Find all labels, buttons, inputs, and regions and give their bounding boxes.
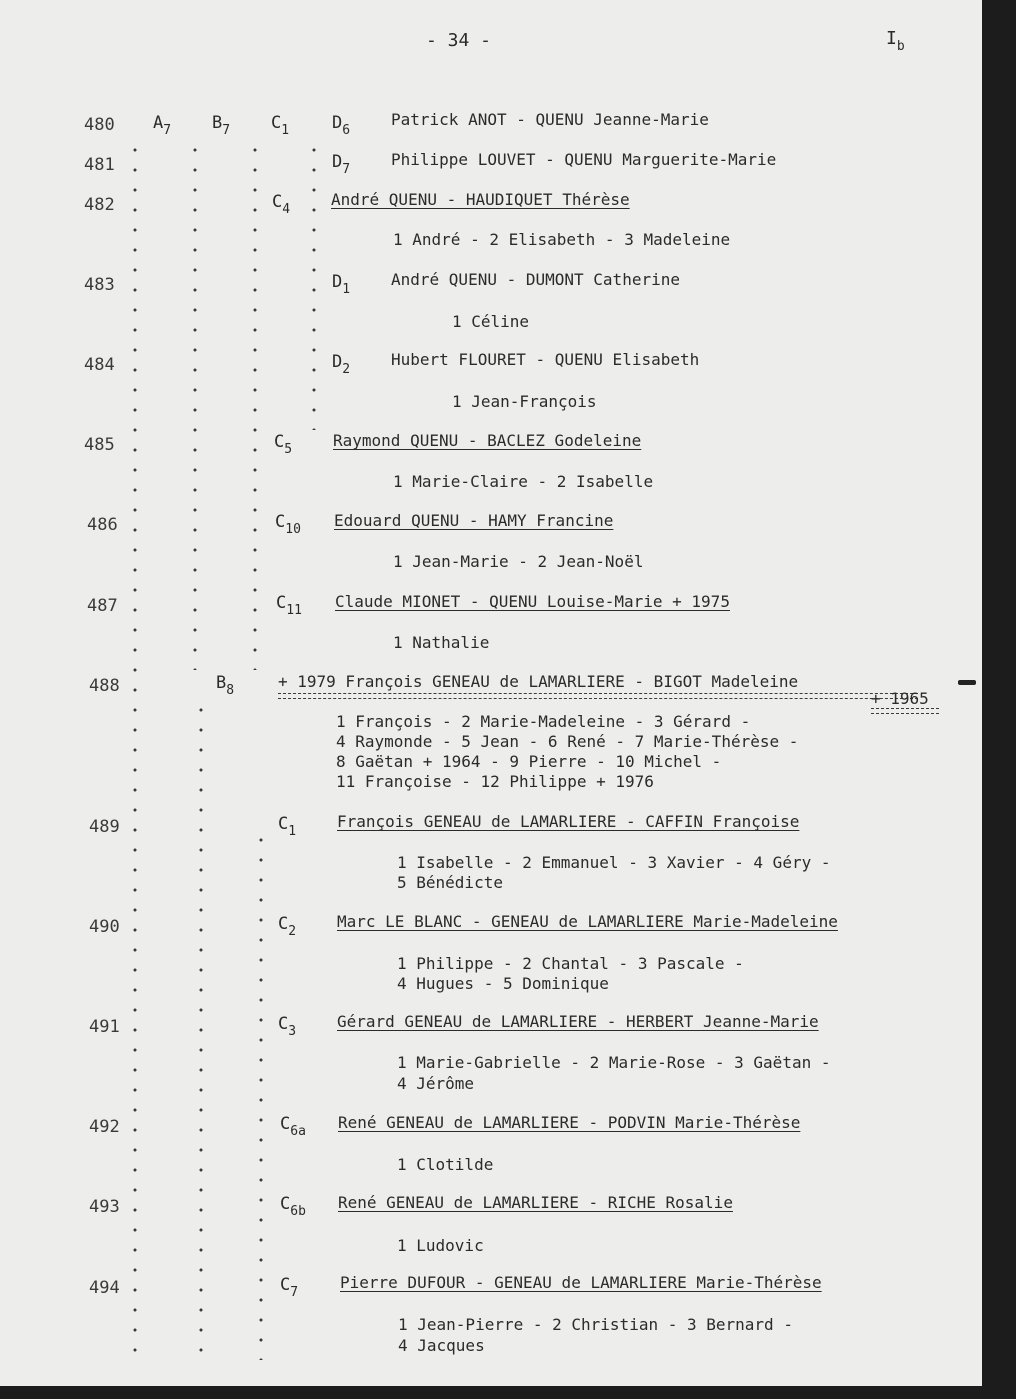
generation-code: $C_{11}$ [276,593,302,618]
couple-name: André QUENU - DUMONT Catherine [391,270,680,289]
children-line: 4 Hugues - 5 Dominique [397,974,609,993]
children-line: 1 Céline [452,312,530,331]
children-line: 1 Marie-Gabrielle - 2 Marie-Rose - 3 Gaëtan - [397,1053,831,1072]
entry-number: 491 [89,1017,120,1037]
entry-number: 481 [84,155,115,175]
children-line: 1 Philippe - 2 Chantal - 3 Pascale - [397,954,744,973]
generation-code: $D_1$ [332,272,351,297]
entry-number: 488 [89,676,120,696]
couple-name: Claude MIONET - QUENU Louise-Marie + 1975 [335,592,730,611]
children-line: 1 Marie-Claire - 2 Isabelle [393,472,654,491]
couple-name: Gérard GENEAU de LAMARLIERE - HERBERT Jeanne-Marie [337,1012,819,1031]
generation-code: $A_7$ [153,113,172,138]
generation-code: $C_2$ [278,914,297,939]
entry-number: 480 [84,115,115,135]
couple-name: Raymond QUENU - BACLEZ Godeleine [333,431,642,450]
children-line: 1 Jean-Marie - 2 Jean-Noël [393,552,644,571]
generation-code: $C_{6b}$ [280,1194,306,1219]
entry-number: 482 [84,195,115,215]
double-underline [278,693,918,699]
entry-number: 494 [89,1278,120,1298]
entry-number: 483 [84,275,115,295]
entry-number: 493 [89,1197,120,1217]
children-line: 4 Raymonde - 5 Jean - 6 René - 7 Marie-Thérèse - [336,732,799,751]
generation-code: $C_4$ [272,192,291,217]
generation-code: $C_3$ [278,1014,297,1039]
generation-code: $C_7$ [280,1275,299,1300]
section-label: $I_b$ [886,28,905,54]
children-line: 5 Bénédicte [397,873,503,892]
double-underline [871,708,939,714]
children-line: 1 André - 2 Elisabeth - 3 Madeleine [393,230,731,249]
generation-code: $C_1$ [271,113,290,138]
children-line: 1 Clotilde [397,1155,494,1174]
generation-code: $C_{6a}$ [280,1114,306,1139]
children-line: 4 Jacques [398,1336,485,1355]
entry-number: 484 [84,355,115,375]
couple-name: Patrick ANOT - QUENU Jeanne-Marie [391,110,709,129]
generation-code: $B_7$ [212,113,231,138]
children-line: 8 Gaëtan + 1964 - 9 Pierre - 10 Michel - [336,752,722,771]
couple-name: Edouard QUENU - HAMY Francine [334,511,614,530]
couple-name: Hubert FLOURET - QUENU Elisabeth [391,350,700,369]
children-line: 1 Nathalie [393,633,490,652]
column-b-guide-lower [199,700,203,1360]
couple-name: René GENEAU de LAMARLIERE - PODVIN Marie-Thérèse [338,1113,801,1132]
couple-name: Pierre DUFOUR - GENEAU de LAMARLIERE Marie-Thérèse [340,1273,822,1292]
column-d-guide [312,140,316,430]
scan-border-right [982,0,1016,1399]
entry-number: 490 [89,917,120,937]
generation-code: $C_5$ [274,432,293,457]
couple-death-note: + 1965 [871,689,929,708]
entry-number: 489 [89,817,120,837]
children-line: 1 Jean-François [452,392,597,411]
column-a-guide [133,140,137,1360]
generation-code: $C_1$ [278,814,297,839]
couple-name: Marc LE BLANC - GENEAU de LAMARLIERE Marie-Madeleine [337,912,838,931]
page-number: - 34 - [426,30,492,51]
children-line: 1 Isabelle - 2 Emmanuel - 3 Xavier - 4 Géry - [397,853,831,872]
generation-code: $C_{10}$ [275,512,301,537]
entry-number: 486 [87,515,118,535]
couple-name: André QUENU - HAUDIQUET Thérèse [331,190,630,209]
column-b-guide [193,140,197,670]
couple-name: + 1979 François GENEAU de LAMARLIERE - BIGOT Madeleine [278,672,799,691]
children-line: 11 Françoise - 12 Philippe + 1976 [336,772,654,791]
entry-number: 487 [87,596,118,616]
generation-code: $D_6$ [332,113,351,138]
generation-code: $D_7$ [332,152,351,177]
column-c-guide [253,140,257,670]
children-line: 1 Jean-Pierre - 2 Christian - 3 Bernard - [398,1315,793,1334]
children-line: 1 François - 2 Marie-Madeleine - 3 Gérard - [336,712,751,731]
generation-code: $B_8$ [216,673,235,698]
children-line: 4 Jérôme [397,1074,475,1093]
couple-name: François GENEAU de LAMARLIERE - CAFFIN Françoise [337,812,800,831]
column-c-guide-lower [259,830,263,1360]
generation-code: $D_2$ [332,352,351,377]
entry-number: 485 [84,435,115,455]
couple-name: René GENEAU de LAMARLIERE - RICHE Rosalie [338,1193,733,1212]
children-line: 1 Ludovic [397,1236,484,1255]
scan-border-bottom [0,1386,982,1399]
entry-number: 492 [89,1117,120,1137]
margin-mark [958,680,976,685]
couple-name: Philippe LOUVET - QUENU Marguerite-Marie [391,150,777,169]
